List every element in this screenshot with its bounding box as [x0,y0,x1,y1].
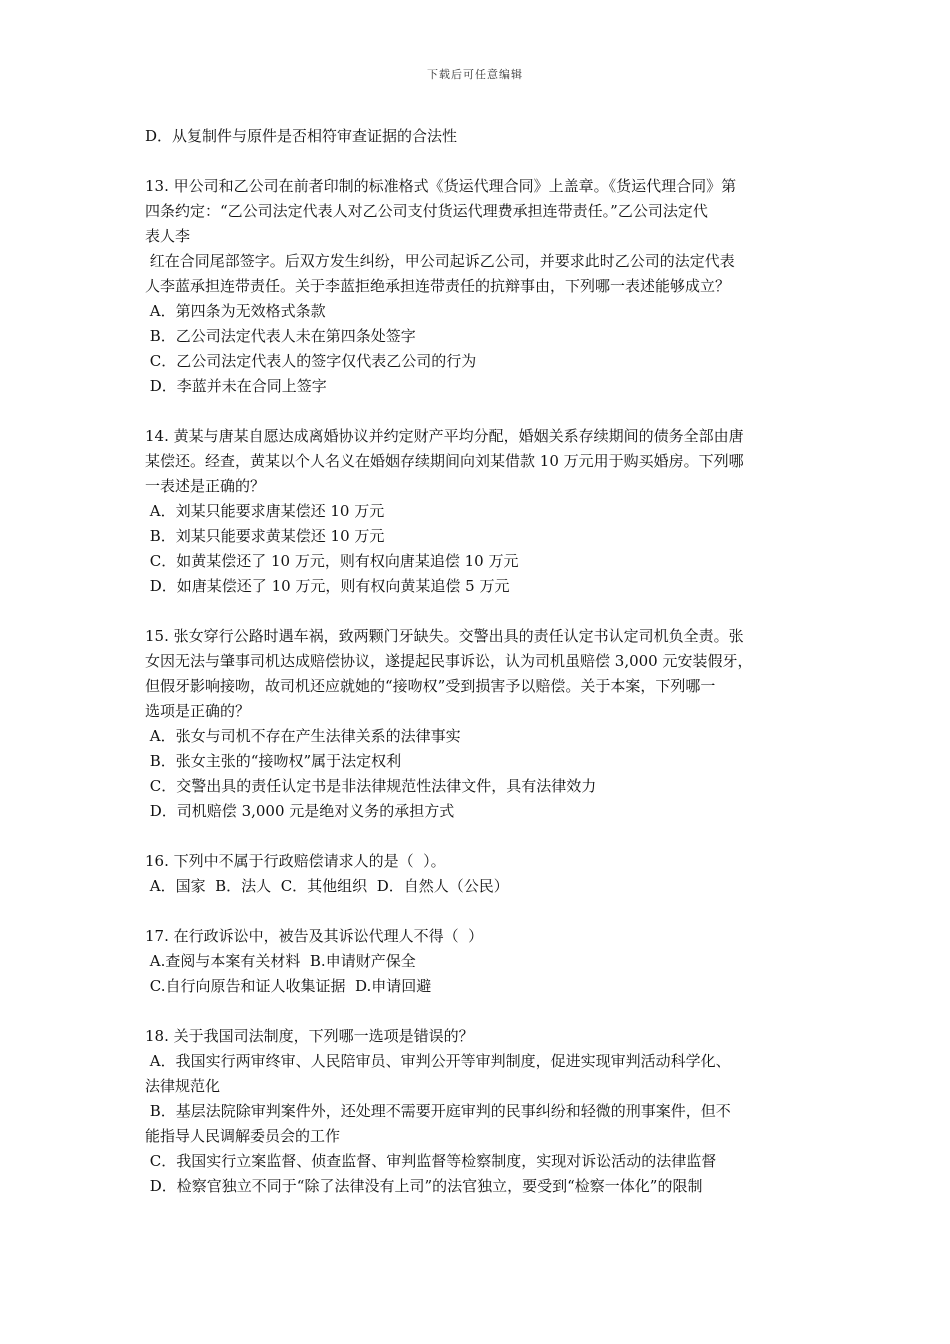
question-block [145,124,810,149]
question-text: 18. 关于我国司法制度，下列哪一选项是错误的？ [145,1027,474,1045]
question-text: 女因无法与肇事司机达成赔偿协议，遂提起民事诉讼，认为司机虽赔偿 3,000 元安装假牙， [145,652,753,670]
option-b-continued: 能指导人民调解委员会的工作 [145,1127,341,1145]
question-14 [145,424,810,599]
option-d: D．从复制件与原件是否相符审查证据的合法性 [145,127,458,145]
question-text: 表人李 [145,227,191,245]
option-d: D．司机赔偿 3,000 元是绝对义务的承担方式 [145,802,455,820]
options-line: A.查阅与本案有关材料 B.申请财产保全 [145,952,416,970]
question-text: 人李蓝承担连带责任。关于李蓝拒绝承担连带责任的抗辩事由，下列哪一表述能够成立？ [145,277,731,295]
options-line: A．国家 B．法人 C．其他组织 D．自然人（公民） [145,877,509,895]
question-text: 16. 下列中不属于行政赔偿请求人的是（ ）。 [145,852,446,870]
option-a: A．第四条为无效格式条款 [145,302,326,320]
question-text: 14. 黄某与唐某自愿达成离婚协议并约定财产平均分配，婚姻关系存续期间的债务全部由唐 [145,427,744,445]
options-line: C.自行向原告和证人收集证据 D.申请回避 [145,977,432,995]
question-text: 17. 在行政诉讼中，被告及其诉讼代理人不得（ ） [145,927,484,945]
question-18 [145,1024,810,1199]
question-17 [145,924,810,999]
page-header: 下载后可任意编辑 [427,68,523,81]
option-b: B．张女主张的“接吻权”属于法定权利 [145,752,402,770]
question-15 [145,624,810,824]
question-16 [145,849,810,899]
option-a-continued: 法律规范化 [145,1077,221,1095]
option-d: D．如唐某偿还了 10 万元，则有权向黄某追偿 5 万元 [145,577,510,595]
option-c: C．我国实行立案监督、侦查监督、审判监督等检察制度，实现对诉讼活动的法律监督 [145,1152,717,1170]
question-text: 四条约定：“乙公司法定代表人对乙公司支付货运代理费承担连带责任。”乙公司法定代 [145,202,708,220]
option-c: C．乙公司法定代表人的签字仅代表乙公司的行为 [145,352,477,370]
option-b: B．基层法院除审判案件外，还处理不需要开庭审判的民事纠纷和轻微的刑事案件，但不 [145,1102,731,1120]
document-body [145,124,810,1224]
question-text: 一表述是正确的？ [145,477,266,495]
question-text: 15. 张女穿行公路时遇车祸，致两颗门牙缺失。交警出具的责任认定书认定司机负全责。张 [145,627,744,645]
question-text: 选项是正确的？ [145,702,251,720]
option-a: A．刘某只能要求唐某偿还 10 万元 [145,502,385,520]
question-13 [145,174,810,399]
question-text: 13. 甲公司和乙公司在前者印制的标准格式《货运代理合同》上盖章。《货运代理合同》第 [145,177,737,195]
question-text: 红在合同尾部签字。后双方发生纠纷，甲公司起诉乙公司，并要求此时乙公司的法定代表 [145,252,735,270]
option-d: D．检察官独立不同于“除了法律没有上司”的法官独立，要受到“检察一体化”的限制 [145,1177,703,1195]
question-text: 但假牙影响接吻，故司机还应就她的“接吻权”受到损害予以赔偿。关于本案，下列哪一 [145,677,716,695]
option-b: B．乙公司法定代表人未在第四条处签字 [145,327,416,345]
option-a: A．张女与司机不存在产生法律关系的法律事实 [145,727,461,745]
option-c: C．如黄某偿还了 10 万元，则有权向唐某追偿 10 万元 [145,552,519,570]
option-b: B．刘某只能要求黄某偿还 10 万元 [145,527,385,545]
option-c: C．交警出具的责任认定书是非法律规范性法律文件，具有法律效力 [145,777,597,795]
option-d: D．李蓝并未在合同上签字 [145,377,327,395]
option-a: A．我国实行两审终审、人民陪审员、审判公开等审判制度，促进实现审判活动科学化、 [145,1052,731,1070]
question-text: 某偿还。经查，黄某以个人名义在婚姻存续期间向刘某借款 10 万元用于购买婚房。下列哪 [145,452,744,470]
